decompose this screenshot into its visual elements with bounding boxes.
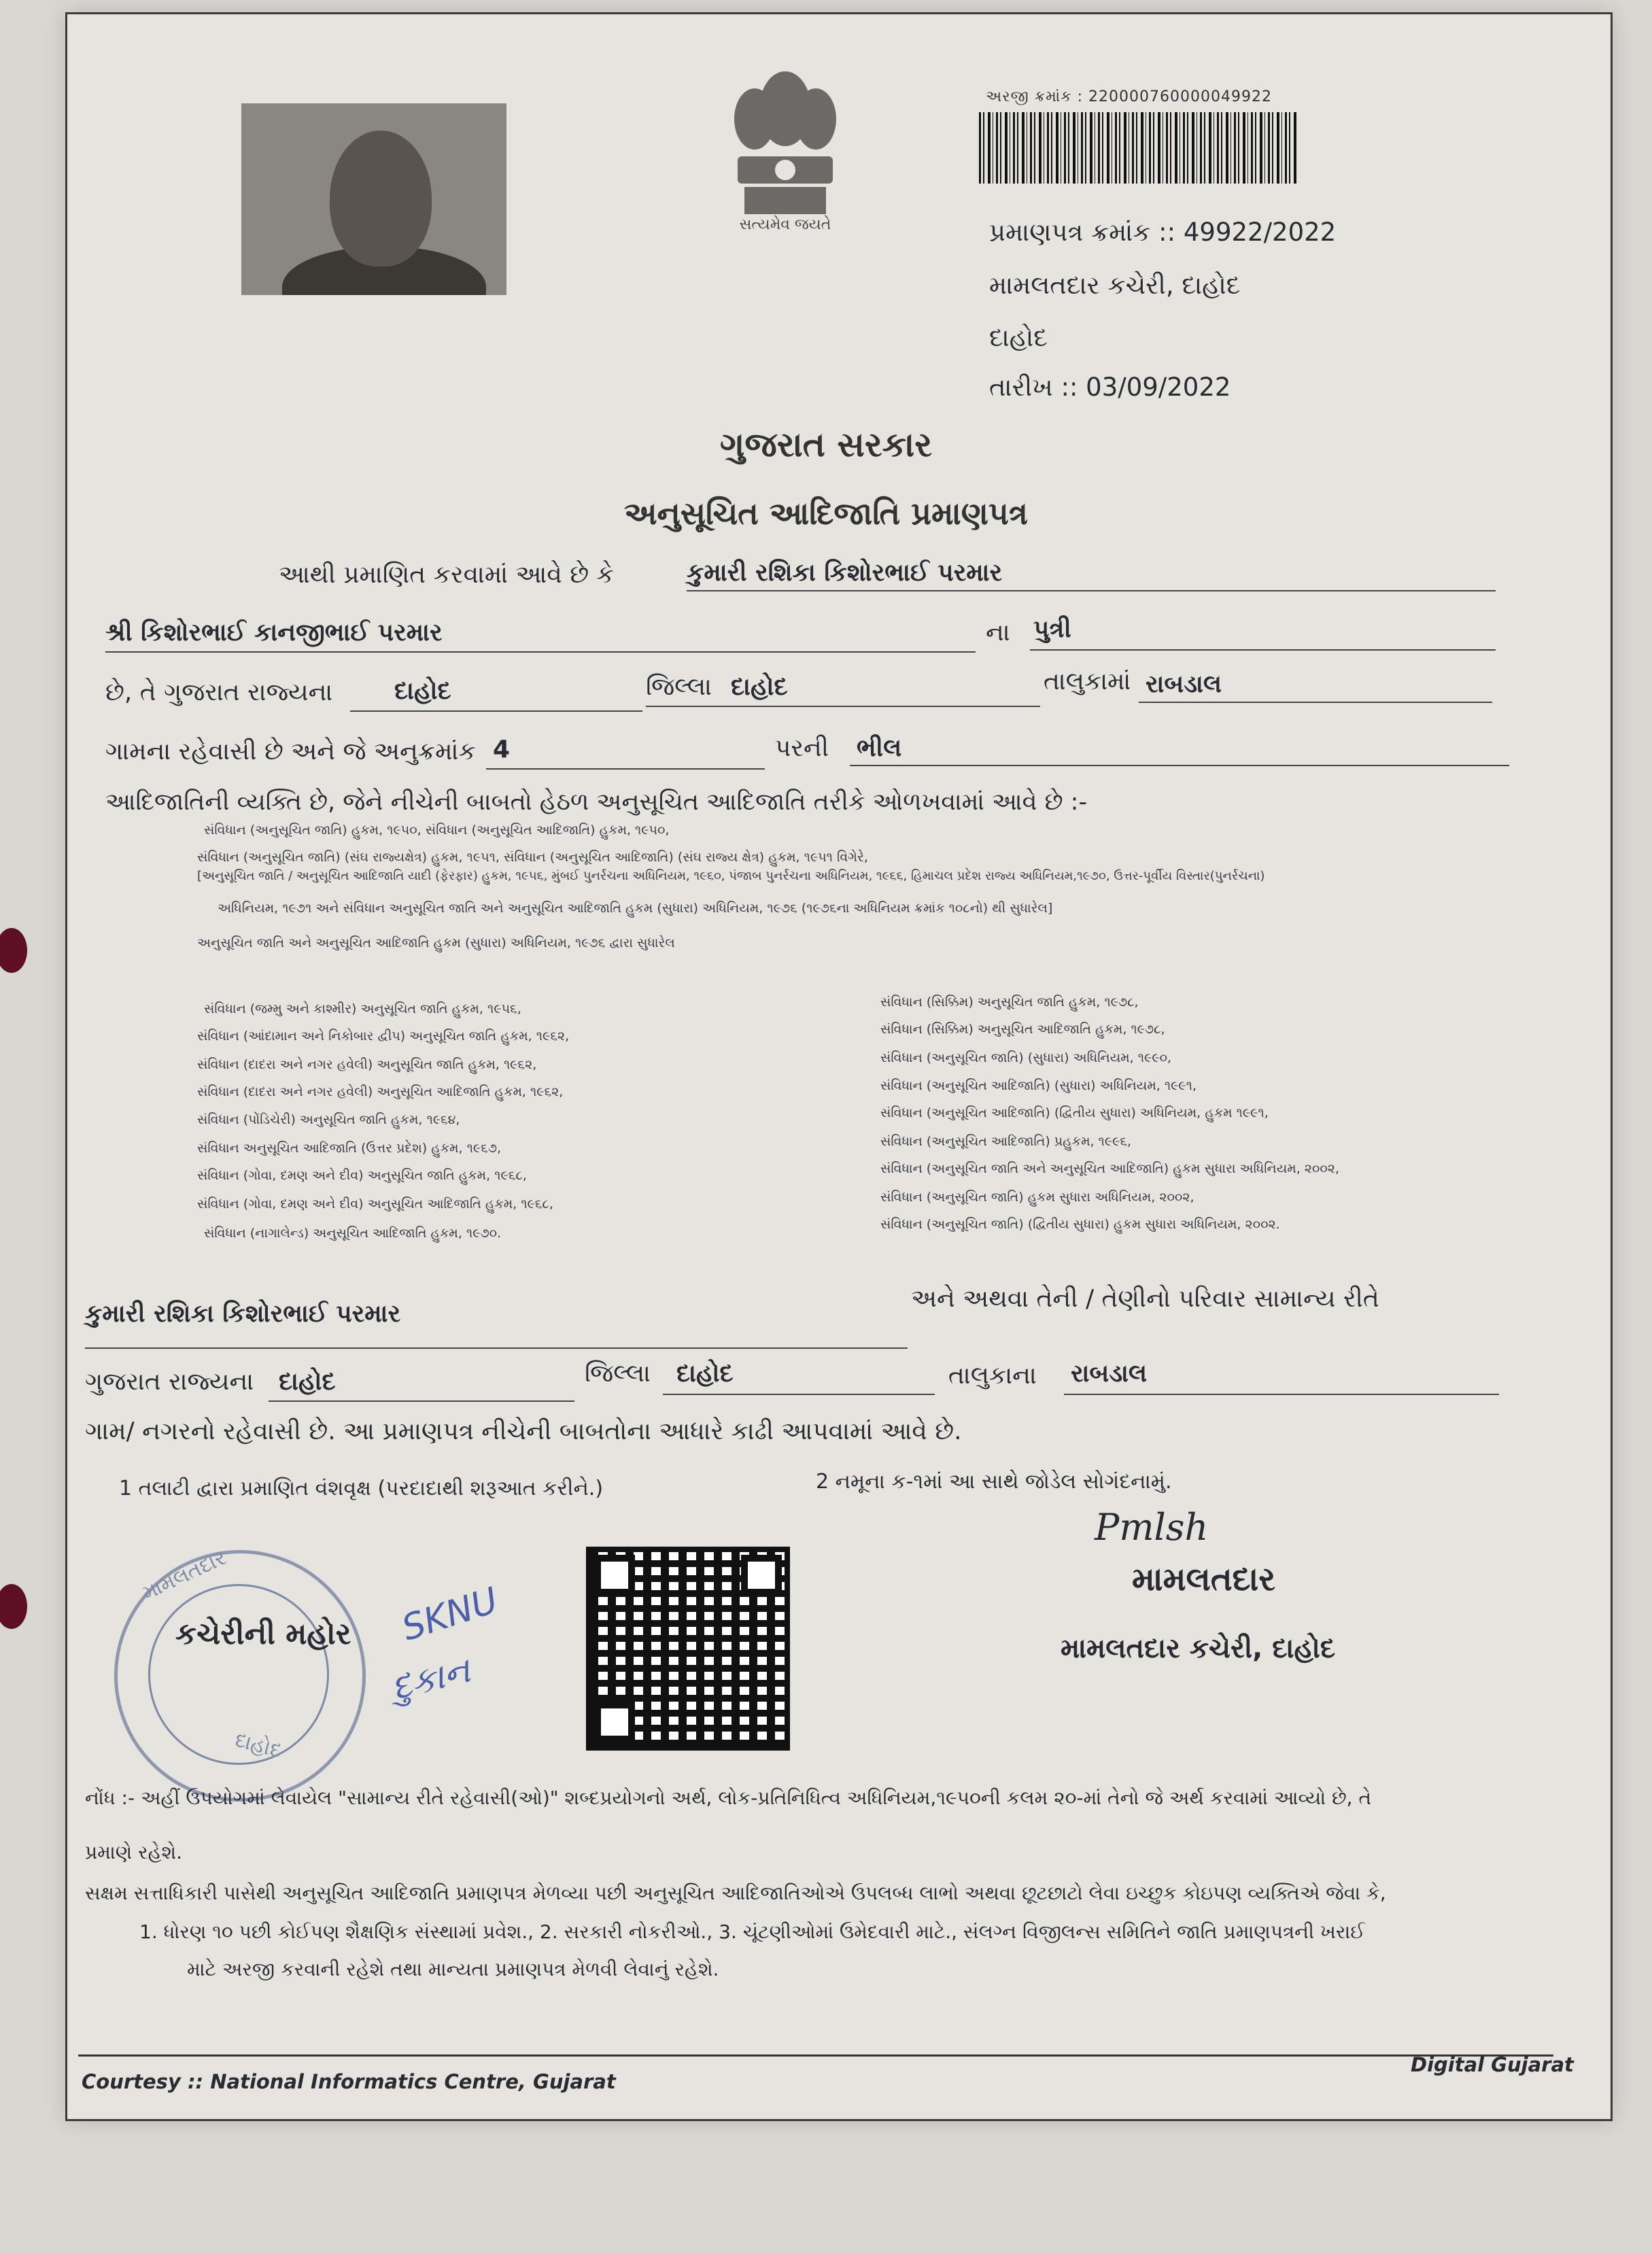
state-label: છે, તે ગુજરાત રાજ્યના (105, 678, 333, 706)
certify-label: આથી પ્રમાણિત કરવામાં આવે છે કે (279, 561, 614, 589)
order-left: સંવિધાન (પોંડિચેરી) અનુસૂચિત જાતિ હુકમ, ૧૯૬૪, (197, 1112, 460, 1127)
taluka: રાબડાલ (1146, 670, 1222, 698)
serial-number: 4 (493, 736, 511, 763)
qr-code (586, 1547, 790, 1751)
note-2: સક્ષમ સત્તાધિકારી પાસેથી અનુસૂચિત આદિજાતિ પ્રમાણપત્ર મેળવ્યા પછી અનુસૂચિત આદિજાતિઓએ ઉપલબ્ધ લાભો અથવા છૂટછાટો લેવા ઇચ્છુક કોઇપણ વ્યક્તિએ જેવા કે, (85, 1882, 1386, 1904)
of-label: ના (986, 619, 1010, 647)
relation: પુત્રી (1033, 615, 1071, 643)
village: દાહોદ (394, 677, 451, 705)
seal-ring-bottom: દાહોદ (232, 1727, 285, 1764)
tribe-recognition-text: આદિજાતિની વ્યક્તિ છે, જેને નીચેની બાબતો હેઠળ અનુસૂચિત આદિજાતિ તરીકે ઓળખવામાં આવે છે :- (105, 789, 1088, 816)
order-left: સંવિધાન અનુસૂચિત આદિજાતિ (ઉત્તર પ્રદેશ) હુકમ, ૧૯૬૭, (197, 1141, 502, 1156)
applicant-photo (241, 103, 506, 295)
family-text: અને અથવા તેની / તેણીનો પરિવાર સામાન્ય રીતે (911, 1285, 1379, 1313)
order-right: સંવિધાન (અનુસૂચિત જાતિ) (દ્વિતીય સુધારા) હુકમ સુધારા અધિનિયમ, ૨૦૦૨. (880, 1217, 1280, 1232)
order-right: સંવિધાન (અનુસૂચિત જાતિ અને અનુસૂચિત આદિજાતિ) હુકમ સુધારા અધિનિયમ, ૨૦૦૨, (880, 1161, 1339, 1176)
note-3-cont: માટે અરજી કરવાની રહેશે તથા માન્યતા પ્રમાણપત્ર મેળવી લેવાનું રહેશે. (187, 1958, 719, 1980)
order-left: સંવિધાન (ગોવા, દમણ અને દીવ) અનુસૂચિત જાતિ હુકમ, ૧૯૬૮, (197, 1168, 527, 1183)
national-emblem-icon (721, 61, 850, 238)
note-1: નોંધ :- અહીં ઉપયોગમાં લેવાયેલ "સામાન્ય રીતે રહેવાસી(ઓ)" શબ્દપ્રયોગનો અર્થ, લોક-પ્રતિનિધિત્વ અધિનિયમ,૧૯૫૦ની કલમ ૨૦-માં તેનો જે અર્થ કરવામાં આવ્યો છે, તે (85, 1787, 1372, 1809)
order-left: સંવિધાન (જમ્મુ અને કાશ્મીર) અનુસૂચિત જાતિ હુકમ, ૧૯૫૬, (204, 1001, 521, 1016)
district-label: જિલ્લા (646, 673, 712, 701)
residence-taluka: રાબડાલ (1071, 1360, 1148, 1388)
issue-date: તારીખ :: 03/09/2022 (989, 373, 1231, 402)
order-line: સંવિધાન (અનુસૂચિત જાતિ) હુકમ, ૧૯૫૦, સંવિધાન (અનુસૂચિત આદિજાતિ) હુકમ, ૧૯૫૦, (204, 823, 670, 838)
footer-courtesy: Courtesy :: National Informatics Centre, Gujarat (82, 2070, 616, 2093)
order-left: સંવિધાન (દાદરા અને નગર હવેલી) અનુસૂચિત જાતિ હુકમ, ૧૯૬૨, (197, 1057, 537, 1072)
punch-hole-top (0, 928, 27, 973)
order-line: [અનુસૂચિત જાતિ / અનુસૂચિત આદિજાતિ યાદી (ફેરફાર) હુકમ, ૧૯૫૬, મુંબઈ પુનર્રચના અધિનિયમ, ૧૯૬૦, પંજાબ પુનર્રચના અધિનિયમ, ૧૯૬૬, હિમાચલ પ્રદેશ રાજ્ય અધિનિયમ,૧૯૭૦, ઉત્તર-પૂર્વીય વિસ્તાર(પુનર્રચના) (197, 869, 1265, 883)
signatory-designation: મામલતદાર (1132, 1560, 1276, 1598)
tribe-name: ભીલ (857, 734, 902, 762)
application-number: અરજી ક્રમાંક : 220000760000049922 (986, 88, 1273, 105)
certificate-number: પ્રમાણપત્ર ક્રમાંક :: 49922/2022 (989, 218, 1337, 247)
signatory-office: મામલતદાર કચેરી, દાહોદ (1061, 1633, 1336, 1664)
note-1-cont: પ્રમાણે રહેશે. (85, 1841, 182, 1863)
order-right: સંવિધાન (અનુસૂચિત આદિજાતિ) (સુધારા) અધિનિયમ, ૧૯૯૧, (880, 1078, 1197, 1093)
barcode (979, 112, 1298, 184)
order-left: સંવિધાન (આંદામાન અને નિકોબાર દ્વીપ) અનુસૂચિત જાતિ હુકમ, ૧૯૬૨, (197, 1029, 570, 1044)
handwritten-note: દુકાન (387, 1649, 475, 1709)
applicant-name-repeat: કુમારી રશિકા કિશોરભાઈ પરમાર (85, 1300, 401, 1328)
order-right: સંવિધાન (અનુસૂચિત જાતિ) હુકમ સુધારા અધિનિયમ, ૨૦૦૨, (880, 1190, 1194, 1205)
order-line: સંવિધાન (અનુસૂચિત જાતિ) (સંઘ રાજ્યક્ષેત્ર) હુકમ, ૧૯૫૧, સંવિધાન (અનુસૂચિત આદિજાતિ) (સંઘ રાજ્ય ક્ષેત્ર) હુકમ, ૧૯૫૧ વિગેરે, (197, 850, 868, 865)
order-left: સંવિધાન (નાગાલેન્ડ) અનુસૂચિત આદિજાતિ હુકમ, ૧૯૭૦. (204, 1226, 502, 1241)
order-left: સંવિધાન (દાદરા અને નગર હવેલી) અનુસૂચિત આદિજાતિ હુકમ, ૧૯૬૨, (197, 1084, 564, 1099)
note-3: 1. ધોરણ ૧૦ પછી કોઈપણ શૈક્ષણિક સંસ્થામાં પ્રવેશ., 2. સરકારી નોકરીઓ., 3. ચૂંટણીઓમાં ઉમેદવારી માટે., સંલગ્ન વિજીલન્સ સમિતિને જાતિ પ્રમાણપત્રની ખરાઈ (139, 1921, 1365, 1943)
punch-hole-bottom (0, 1584, 27, 1629)
order-right: સંવિધાન (અનુસૂચિત આદિજાતિ) (દ્વિતીય સુધારા) અધિનિયમ, હુકમ ૧૯૯૧, (880, 1105, 1269, 1120)
order-line: અધિનિયમ, ૧૯૭૧ અને સંવિધાન અનુસૂચિત જાતિ અને અનુસૂચિત આદિજાતિ હુકમ (સુધારા) અધિનિયમ, ૧૯૭૬ (૧૯૭૬ના અધિનિયમ ક્રમાંક ૧૦૮નો) થી સુધારેલ] (218, 901, 1053, 916)
residence-district-label: જિલ્લા (585, 1360, 651, 1388)
government-title: ગુજરાત સરકાર (719, 425, 933, 464)
office-seal-label: કચેરીની મહોર (175, 1617, 351, 1651)
certificate-title: અનુસૂચિત આદિજાતિ પ્રમાણપત્ર (623, 495, 1028, 532)
emblem-caption: સત્યમેવ જયતે (739, 216, 831, 233)
seal-ring-top: મામલતદાર (138, 1545, 230, 1606)
handwritten-note: SKNU (397, 1580, 503, 1649)
serial-label: ગામના રહેવાસી છે અને જે અનુક્રમાંક (105, 738, 476, 766)
district: દાહોદ (731, 673, 788, 701)
residence-district: દાહોદ (676, 1360, 734, 1388)
father-name: શ્રી કિશોરભાઈ કાનજીભાઈ પરમાર (105, 619, 443, 647)
footer-brand: Digital Gujarat (1411, 2053, 1574, 2076)
order-right: સંવિધાન (સિક્કિમ) અનુસૂચિત આદિજાતિ હુકમ, ૧૯૭૮, (880, 1022, 1165, 1037)
residence-closing: ગામ/ નગરનો રહેવાસી છે. આ પ્રમાણપત્ર નીચેની બાબતોના આધારે કાઢી આપવામાં આવે છે. (85, 1417, 962, 1445)
order-right: સંવિધાન (અનુસૂચિત જાતિ) (સુધારા) અધિનિયમ, ૧૯૯૦, (880, 1050, 1172, 1065)
issuing-place: દાહોદ (989, 323, 1048, 352)
order-line: અનુસૂચિત જાતિ અને અનુસૂચિત આદિજાતિ હુકમ (સુધારા) અધિનિયમ, ૧૯૭૬ દ્વારા સુધારેલ (197, 935, 675, 950)
basis-item-1: 1 તલાટી દ્વારા પ્રમાણિત વંશવૃક્ષ (પરદાદાથી શરૂઆત કરીને.) (119, 1477, 604, 1500)
residence-village: દાહોદ (279, 1368, 336, 1396)
residence-taluka-label: તાલુકાના (948, 1362, 1037, 1390)
order-left: સંવિધાન (ગોવા, દમણ અને દીવ) અનુસૂચિત આદિજાતિ હુકમ, ૧૯૬૮, (197, 1197, 553, 1211)
order-right: સંવિધાન (સિક્કિમ) અનુસૂચિત જાતિ હુકમ, ૧૯૭૮, (880, 995, 1139, 1010)
applicant-name: કુમારી રશિકા કિશોરભાઈ પરમાર (687, 559, 1003, 587)
issuing-office: મામલતદાર કચેરી, દાહોદ (989, 271, 1241, 300)
taluka-label: તાલુકામાં (1044, 668, 1131, 695)
residence-state-label: ગુજરાત રાજ્યના (85, 1368, 254, 1396)
order-right: સંવિધાન (અનુસૂચિત આદિજાતિ) પ્રહુકમ, ૧૯૯૬, (880, 1134, 1132, 1149)
signature: Pmlsh (1095, 1506, 1209, 1549)
basis-item-2: 2 નમૂના ક-૧માં આ સાથે જોડેલ સોગંદનામું. (816, 1470, 1172, 1494)
par-label: પરની (775, 734, 829, 762)
